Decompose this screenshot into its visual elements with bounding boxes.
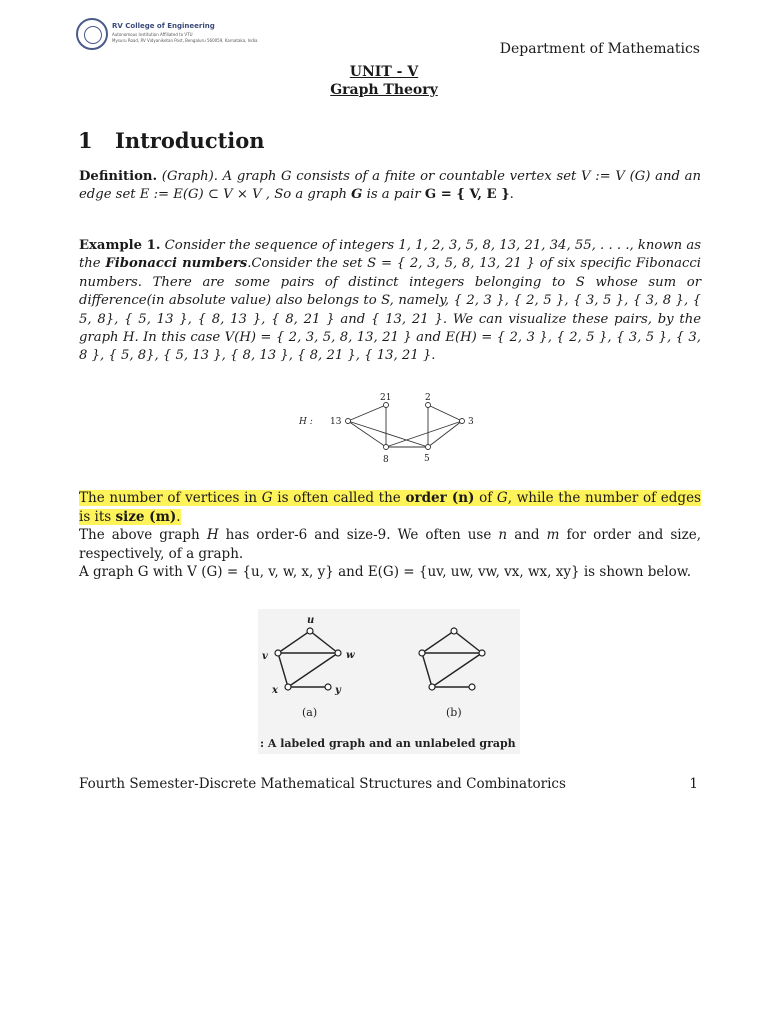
unit-heading: UNIT - V (349, 64, 419, 80)
section-heading (78, 128, 265, 153)
graph-node (429, 684, 435, 690)
graph-node (460, 419, 465, 424)
subfigure-label-a: (a) (302, 706, 318, 719)
node-label-2: 2 (425, 393, 431, 403)
department-name: Department of Mathematics (499, 41, 700, 57)
graph-node (325, 684, 331, 690)
node-label-8: 8 (383, 455, 389, 465)
labeled-unlabeled-graph-figure (258, 609, 520, 754)
example-label: Example 1. (79, 238, 161, 253)
node-label-v: v (262, 651, 268, 662)
section-title: Introduction (115, 128, 265, 153)
graph-node (346, 419, 351, 424)
order-size-paragraph: The number of vertices in G is often called the order (n) of G, while the number of edges is its size (m). The above graph H has order-6 and size-9. We often use n and m for order and size, respectively, of a graph. A graph G with V (G) = {u, v, w, x, y} and E(G) = {uv, uw, vw, vx, wx, xy} is shown below. (79, 490, 702, 580)
node-label-3: 3 (468, 417, 474, 427)
node-label-13: 13 (330, 417, 342, 427)
graph-node (479, 650, 485, 656)
graph-node (335, 650, 341, 656)
graph-h-label: H : (299, 417, 313, 427)
node-label-y: y (335, 685, 341, 696)
graph-node (451, 628, 457, 634)
graph-node (426, 403, 431, 408)
graph-node (384, 403, 389, 408)
graph-node (426, 445, 431, 450)
page-number: 1 (689, 776, 698, 792)
logo-address: Mysuru Road, RV Vidyaniketan Post, Bengaluru 560059, Karnataka, India (112, 38, 258, 43)
graph-node (275, 650, 281, 656)
node-label-w: w (346, 650, 355, 661)
node-label-5: 5 (424, 454, 430, 464)
college-logo (76, 18, 258, 54)
example-paragraph: Example 1. Consider the sequence of integers 1, 1, 2, 3, 5, 8, 13, 21, 34, 55, . . . ., known as the Fibonacci numbers.Consider the set S = { 2, 3, 5, 8, 13, 21 } of six specific Fibonacci numbers. There are some pairs of distinct integers belonging to S whose sum or difference(in absolute value) also belongs to S, namely, { 2, 3 }, { 2, 5 }, { 3, 5 }, { 3, 8 }, { 5, 8}, { 5, 13 }, { 8, 13 }, { 8, 21 } and { 13, 21 }. We can visualize these pairs, by the graph H. In this case V(H) = { 2, 3, 5, 8, 13, 21 } and E(H) = { 2, 3 }, { 2, 5 }, { 3, 5 }, { 3, 8 }, { 5, 8}, { 5, 13 }, { 8, 13 }, { 8, 21 }, { 13, 21 }. (79, 238, 702, 364)
node-label-21: 21 (380, 393, 392, 403)
node-label-x: x (272, 685, 278, 696)
graph-node (384, 445, 389, 450)
section-number: 1 (78, 128, 93, 153)
definition-label: Definition. (79, 169, 158, 184)
node-label-u: u (307, 615, 315, 626)
graph-node (285, 684, 291, 690)
definition-paragraph: Definition. (Graph). A graph G consists of a fnite or countable vertex set V := V (G) and an edge set E := E(G) ⊂ V × V , So a graph G is a pair G = { V, E }. (79, 169, 701, 203)
logo-subtitle: Autonomous Institution Affiliated to VTU (112, 32, 193, 37)
graph-node (419, 650, 425, 656)
figure-caption: : A labeled graph and an unlabeled graph (260, 737, 516, 750)
unit-title: Graph Theory (330, 82, 438, 98)
logo-name: RV College of Engineering (112, 22, 215, 30)
graph-h-figure (290, 390, 490, 468)
subfigure-label-b: (b) (446, 706, 462, 719)
college-seal-icon (76, 18, 108, 50)
graph-node (469, 684, 475, 690)
highlighted-text: The number of vertices in G is often called the order (n) of G, while the number of edges is its size (m). (79, 490, 701, 525)
graph-description-line: A graph G with V (G) = {u, v, w, x, y} and E(G) = {uv, uw, vw, vx, wx, xy} is shown below. (79, 564, 692, 580)
footer-course-title: Fourth Semester-Discrete Mathematical Structures and Combinatorics (79, 776, 566, 792)
graph-node (307, 628, 313, 634)
